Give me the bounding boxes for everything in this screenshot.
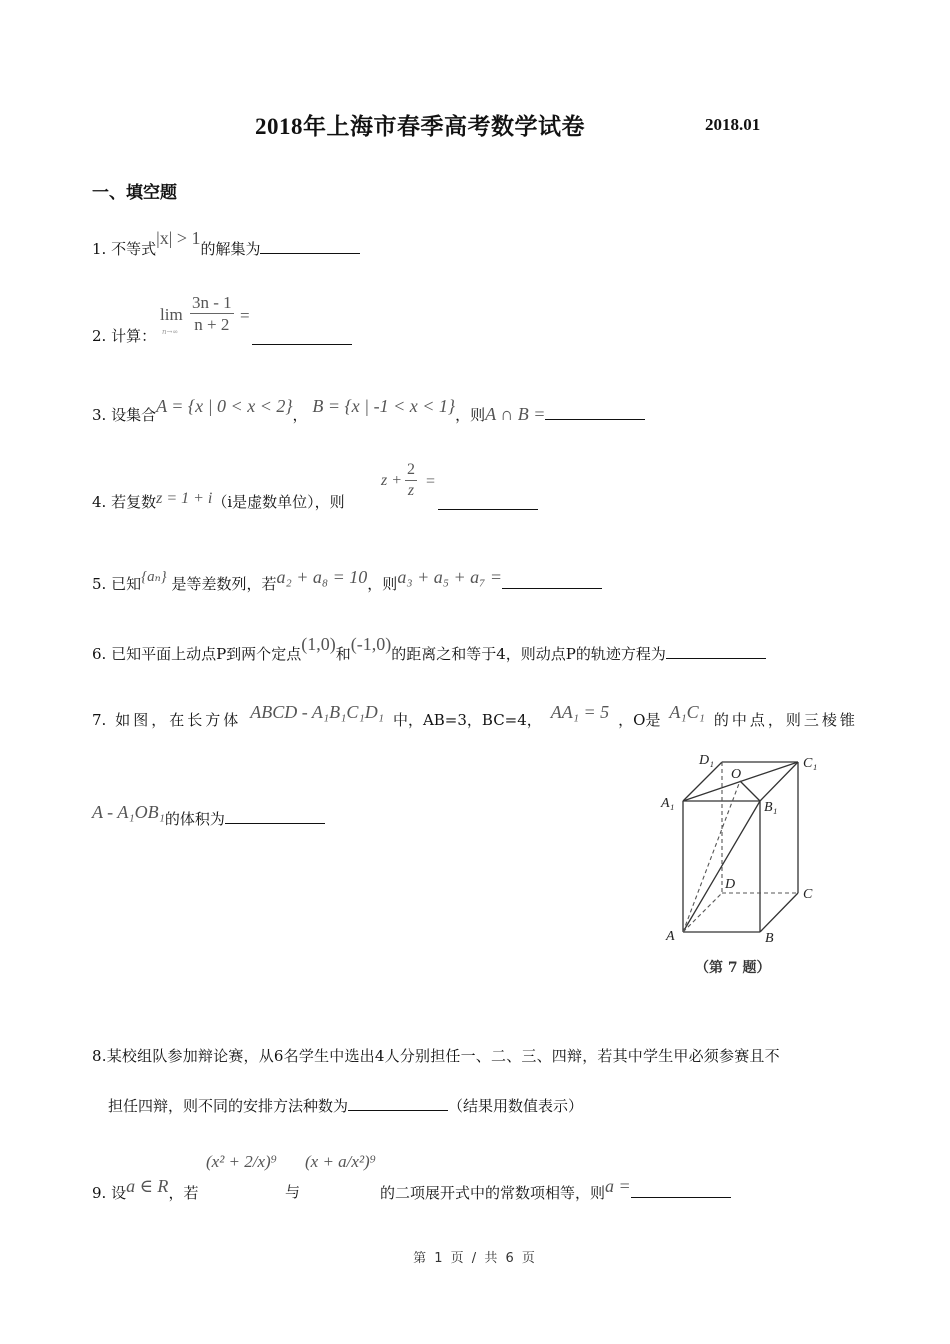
question-number: 5. [92,575,107,593]
math-inequality: |x| > 1 [156,228,201,248]
question-number: 9. [92,1184,107,1202]
answer-blank[interactable] [545,405,645,420]
question-text: 的解集为 [200,240,261,258]
separator: ， [292,406,308,424]
question-number: 2. [92,327,107,345]
vertex-label-a1: A₁ [661,796,675,811]
vertex-label-d1: D₁ [699,753,714,768]
vertex-label-a: A [666,929,675,944]
question-2 [92,326,156,346]
fraction-denominator: n + 2 [194,315,230,334]
vertex-label-o: O [731,767,742,782]
question-text: 某校组队参加辩论赛，从6名学生中选出4人分别担任一、二、三、四辩，若其中学生甲必须参赛且不 [106,1047,780,1065]
question-text: 设 [111,1184,127,1202]
section-title: 一、填空题 [92,183,177,203]
question-text: 是等差数列，若 [171,575,277,593]
question-9-tail [380,1176,731,1203]
question-text: 已知 [111,575,142,593]
question-number: 1. [92,240,107,258]
question-number: 4. [92,493,107,511]
document-date: 2018.01 [705,115,761,134]
question-7-continued [92,802,325,829]
set-a: A = {x | 0 < x < 2} [156,396,293,416]
condition-expr: a ∈ R [126,1176,169,1196]
question-note: （结果用数值表示） [448,1097,584,1115]
question-7 [92,702,858,730]
question-text: 的距离之和等于4，则动点P的轨迹方程为 [391,645,666,663]
question-text: 已知平面上动点P到两个定点 [111,645,302,663]
question-6 [92,634,766,664]
answer-expr: a = [605,1176,631,1196]
binomial-expression-2: (x + a/x²)⁹ [305,1152,376,1171]
word-with: 与 [285,1183,301,1201]
cuboid-figure [650,740,850,980]
vertex-label-c1: C₁ [803,756,818,771]
fraction-2-over-z [405,462,417,499]
question-text: 担任四辩，则不同的安排方法种数为 [108,1097,349,1115]
expr-z-plus: z + [381,472,403,489]
question-text: 设集合 [111,406,157,424]
answer-blank[interactable] [252,330,352,349]
vertex-label-b: B [765,931,774,946]
question-text: 的体积为 [164,810,225,828]
vertex-label-b1: B₁ [764,800,778,815]
set-b: B = {x | -1 < x < 1} [312,396,456,416]
answer-blank[interactable] [348,1096,448,1111]
question-text: ，若 [168,1184,199,1202]
point-2: (-1,0) [350,634,392,654]
equals-sign: = [240,306,250,325]
page-number: 第 1 页 / 共 6 页 [413,1251,537,1266]
question-text: 如图，在长方体 [115,711,242,729]
document-title: 2018年上海市春季高考数学试卷 [255,114,585,139]
vertex-label-d: D [725,877,736,892]
question-text: 不等式 [111,240,157,258]
sequence: {aₙ} [141,569,167,585]
question-9 [92,1176,199,1203]
question-1 [92,228,360,259]
question-text: ，则 [367,575,398,593]
fraction-numerator: 2 [405,462,417,481]
question-text: 计算： [111,327,157,345]
cuboid-name: ABCD - A₁B₁C₁D₁ [250,702,384,722]
fraction-numerator: 3n - 1 [192,293,232,312]
binomial-expression-1: (x² + 2/x)⁹ [206,1152,277,1171]
answer-blank[interactable] [260,239,360,254]
vertex-label-c: C [803,887,813,902]
sum-expr: a₃ + a₅ + a₇ = [397,567,503,587]
pyramid-name: A - A₁OB₁ [92,802,165,822]
limit-fraction [190,294,234,333]
answer-blank[interactable] [438,495,538,514]
equals-sign: = [426,473,436,490]
question-4 [92,492,345,513]
question-5 [92,567,602,595]
limit-subscript: n→∞ [162,328,179,336]
point-1: (1,0) [301,634,336,654]
answer-blank[interactable] [666,644,766,659]
question-number: 3. [92,406,107,424]
answer-blank[interactable] [502,574,602,589]
question-number: 8. [92,1047,107,1065]
question-number: 6. [92,645,107,663]
question-text: 中，AB=3，BC=4， [392,711,542,729]
segment: A₁C₁ [669,702,705,722]
question-note: （i是虚数单位），则 [212,493,345,511]
question-text: 的二项展开式中的常数项相等，则 [380,1184,606,1202]
question-8-continued [108,1096,583,1116]
figure-caption: （第 7 题） [695,960,771,976]
edge-length: AA₁ = 5 [550,702,610,722]
question-number: 7. [92,711,107,729]
question-text: ，O是 [618,711,661,729]
question-3 [92,396,645,425]
condition-expr: a₂ + a₈ = 10 [276,567,368,587]
question-text: ，则 [455,406,486,424]
question-text: 若复数 [111,493,157,511]
answer-blank[interactable] [631,1183,731,1198]
question-text: 的中点，则三棱锥 [713,711,858,729]
intersection-expr: A ∩ B = [485,404,546,424]
question-text: 和 [335,645,351,663]
answer-blank[interactable] [225,809,325,824]
fraction-denominator: z [407,482,415,499]
complex-number: z = 1 + i [156,490,213,507]
question-8 [92,1046,858,1066]
limit-label: lim [160,305,183,324]
